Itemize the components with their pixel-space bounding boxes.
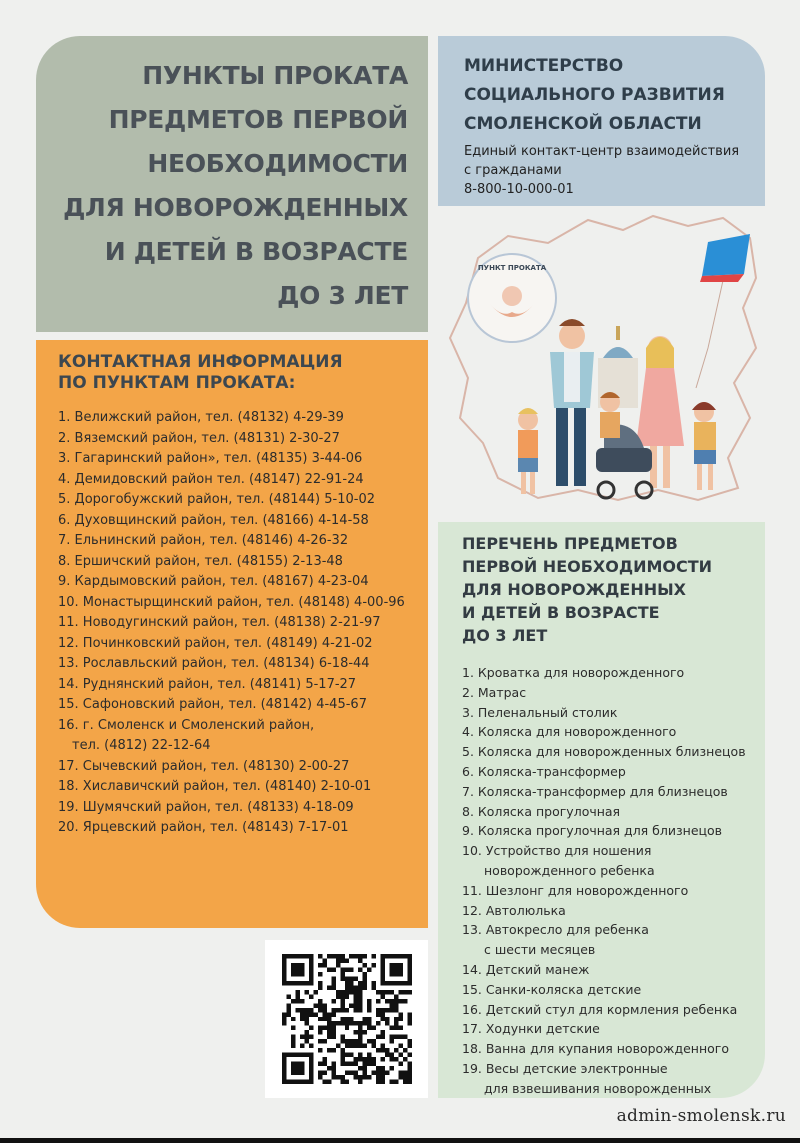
items-heading: И ДЕТЕЙ В ВОЗРАСТЕ	[462, 603, 660, 622]
contact-item: 7. Ельнинский район, тел. (48146) 4-26-32	[58, 533, 349, 548]
badge-text: ПУНКТ ПРОКАТА	[477, 264, 547, 272]
ministry-name-line: МИНИСТЕРСТВО	[464, 56, 624, 76]
title-line: ПРЕДМЕТОВ ПЕРВОЙ	[108, 105, 408, 134]
contact-item: 12. Починковский район, тел. (48149) 4-21-02	[58, 635, 373, 651]
contact-item: 19. Шумячский район, тел. (48133) 4-18-09	[58, 799, 354, 815]
contact-item: 14. Руднянский район, тел. (48141) 5-17-27	[58, 676, 357, 692]
contacts-panel	[36, 340, 428, 928]
contact-item: тел. (4812) 22-12-64	[72, 738, 211, 753]
ministry-name-line: СОЦИАЛЬНОГО РАЗВИТИЯ	[464, 85, 725, 105]
ministry-name-line: СМОЛЕНСКОЙ ОБЛАСТИ	[464, 114, 702, 134]
contact-item: 11. Новодугинский район, тел. (48138) 2-21-97	[58, 615, 381, 630]
contact-item: 10. Монастырщинский район, тел. (48148) 4-00-96	[58, 594, 405, 610]
list-item: 1. Кроватка для новорожденного	[462, 665, 685, 680]
site-url[interactable]: admin-smolensk.ru	[616, 1106, 786, 1126]
contact-item: 13. Рославльский район, тел. (48134) 6-18-44	[58, 656, 370, 671]
list-item: 10. Устройство для ношения	[462, 843, 652, 859]
ministry-panel	[438, 36, 765, 206]
list-item: 4. Коляска для новорожденного	[462, 724, 677, 740]
list-item: 16. Детский стул для кормления ребенка	[462, 1001, 738, 1017]
contact-item: 2. Вяземский район, тел. (48131) 2-30-27	[58, 430, 340, 446]
list-item: 19. Весы детские электронные	[462, 1060, 668, 1076]
contacts-heading: ПО ПУНКТАМ ПРОКАТА:	[58, 373, 296, 393]
list-item: 14. Детский манеж	[462, 961, 590, 977]
title-panel	[36, 36, 428, 332]
items-heading: ДЛЯ НОВОРОЖДЕННЫХ	[462, 580, 687, 599]
contact-center-label: Единый контакт-центр взаимодействия	[464, 144, 740, 159]
list-item: 5. Коляска для новорожденных близнецов	[462, 744, 746, 760]
items-panel	[438, 522, 765, 1098]
list-item: 17. Ходунки детские	[462, 1021, 600, 1037]
contact-center-phone: 8-800-10-000-01	[464, 182, 574, 197]
list-item: 15. Санки-коляска детские	[462, 981, 642, 997]
list-item: 7. Коляска-трансформер для близнецов	[462, 783, 728, 799]
list-item: новорожденного ребенка	[484, 862, 655, 878]
list-item: 3. Пеленальный столик	[462, 704, 618, 720]
items-list	[462, 663, 765, 1098]
list-item: 8. Коляска прогулочная	[462, 803, 621, 819]
list-item: для взвешивания новорожденных	[484, 1080, 712, 1096]
contact-item: 8. Ершичский район, тел. (48155) 2-13-48	[58, 553, 343, 569]
contact-item: 18. Хиславичский район, тел. (48140) 2-10-01	[58, 779, 372, 794]
list-item: 18. Ванна для купания новорожденного	[462, 1041, 729, 1057]
title-line: ДО 3 ЛЕТ	[277, 281, 408, 310]
contact-item: 6. Духовщинский район, тел. (48166) 4-14-58	[58, 512, 369, 528]
contact-item: 17. Сычевский район, тел. (48130) 2-00-27	[58, 758, 350, 774]
contacts-list	[58, 408, 428, 839]
father-figure	[550, 319, 594, 486]
bottom-bar	[0, 1138, 800, 1143]
region-map-illustration	[438, 208, 765, 516]
contact-item: 5. Дорогобужский район, тел. (48144) 5-10-02	[58, 492, 375, 507]
title-line: И ДЕТЕЙ В ВОЗРАСТЕ	[104, 237, 408, 266]
items-heading: ПЕРЕЧЕНЬ ПРЕДМЕТОВ	[462, 534, 678, 553]
child-figure	[518, 408, 538, 494]
title-line: ПУНКТЫ ПРОКАТА	[142, 61, 408, 90]
national-projects-logo	[700, 234, 750, 282]
child-figure	[600, 392, 620, 438]
list-item: 6. Коляска-трансформер	[462, 763, 626, 779]
title-line: ДЛЯ НОВОРОЖДЕННЫХ	[63, 193, 408, 222]
contact-center-label: с гражданами	[464, 163, 562, 178]
contact-item: 9. Кардымовский район, тел. (48167) 4-23-04	[58, 574, 369, 589]
items-heading: ДО 3 ЛЕТ	[462, 626, 548, 645]
contact-item: 3. Гагаринский район», тел. (48135) 3-44-06	[58, 451, 363, 466]
qr-code-icon	[282, 954, 412, 1084]
contacts-heading: КОНТАКТНАЯ ИНФОРМАЦИЯ	[58, 352, 343, 372]
contact-item: 16. г. Смоленск и Смоленский район,	[58, 717, 315, 733]
list-item: 13. Автокресло для ребенка	[462, 922, 649, 938]
list-item: с шести месяцев	[484, 942, 596, 958]
rental-point-badge	[468, 254, 556, 342]
child-figure	[692, 402, 716, 490]
list-item: 11. Шезлонг для новорожденного	[462, 882, 689, 898]
list-item: 2. Матрас	[462, 684, 527, 700]
qr-code[interactable]	[265, 940, 428, 1098]
family-illustration	[438, 208, 765, 516]
items-heading: ПЕРВОЙ НЕОБХОДИМОСТИ	[462, 557, 713, 576]
list-item: 12. Автолюлька	[462, 902, 566, 918]
contact-item: 20. Ярцевский район, тел. (48143) 7-17-01	[58, 820, 349, 835]
title-line: НЕОБХОДИМОСТИ	[147, 149, 408, 178]
contact-item: 4. Демидовский район тел. (48147) 22-91-24	[58, 471, 364, 487]
list-item: 9. Коляска прогулочная для близнецов	[462, 823, 723, 839]
contact-item: 15. Сафоновский район, тел. (48142) 4-45-67	[58, 697, 367, 712]
contact-item: 1. Велижский район, тел. (48132) 4-29-39	[58, 410, 344, 425]
